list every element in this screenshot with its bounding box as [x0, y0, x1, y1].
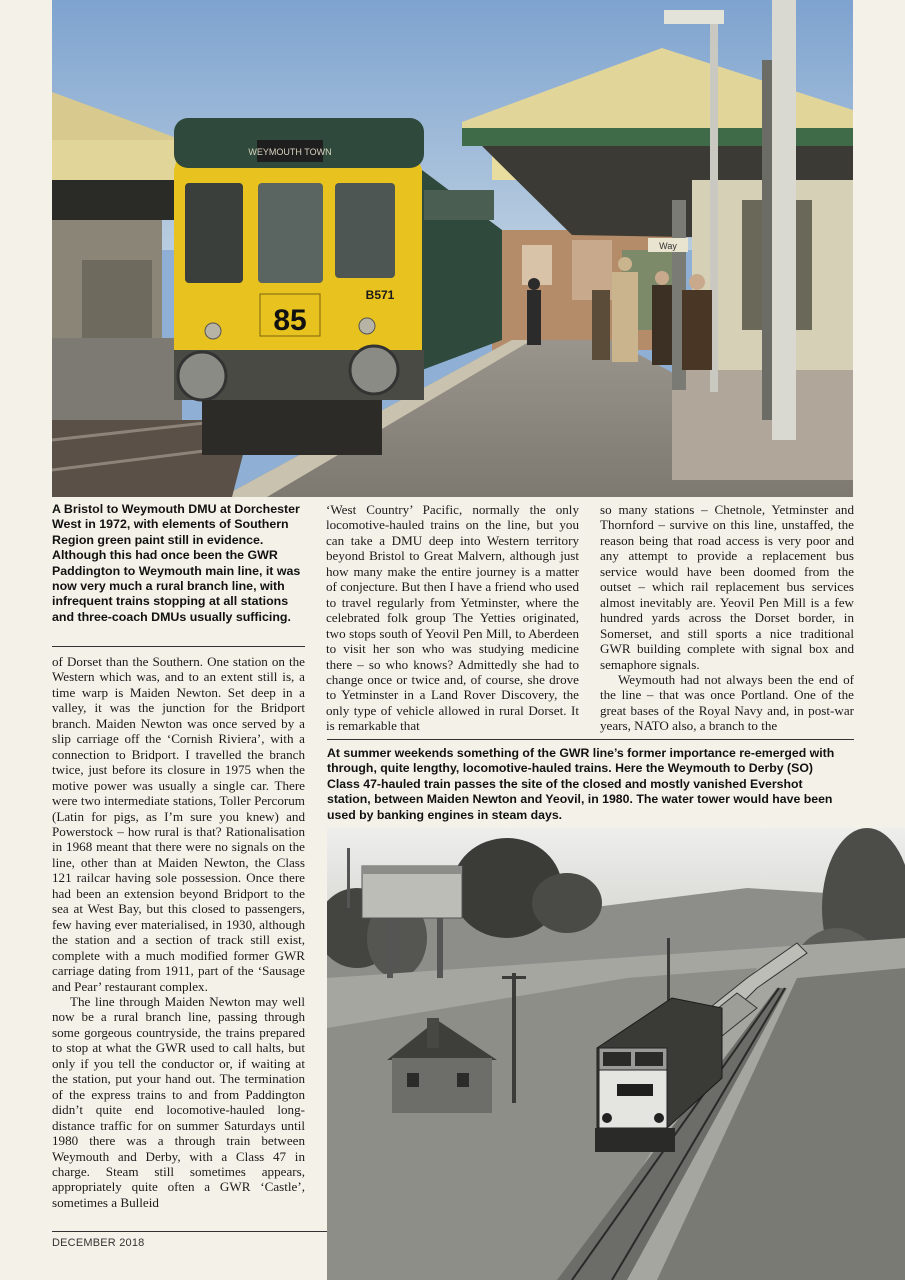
- class-47-photo-illustration: [327, 828, 905, 1280]
- column-1-paragraph-2: The line through Maiden Newton may well now be a rural branch line, passing through some gorgeous countryside, the trains prepared to stop at what the GWR used to call halts, but only if you tell the conductor or, if waiting at the station, put your hand out. The termination of the express trains to and from Paddington didn’t quite end locomotive-hauled long-distance traffic for on summer Saturdays until 1980 there was a through train between Weymouth and Derby, with a Class 47 in charge. Steam still sometimes appears, appropriately quite often a GWR ‘Castle’, sometimes a Bulleid: [52, 993, 305, 1210]
- photo-class-47-evershot: [327, 828, 905, 1280]
- station-sign-text: Way: [659, 241, 677, 251]
- article-column-2: [326, 502, 579, 734]
- photo-dmu-dorchester-west: [52, 0, 853, 497]
- article-column-1: [52, 654, 305, 1210]
- column-2-paragraph-1: ‘West Country’ Pacific, normally the only locomotive-hauled trains on the line, but you can take a DMU deep into Western territory beyond Bristol to Great Malvern, although just how many make the entire journey is a matter of conjecture. But then I have a friend who used to travel regularly from Yetminster, where the celebrated folk group The Yetties originated, two stops south of Yeovil Pen Mill, to Aberdeen to visit her son who was studying medicine there – so who knows? Admittedly she had to change once or twice and, of course, she drove to Yetminster in a Land Rover Discovery, the only type of vehicle allowed in rural Dorset. It is remarkable that: [326, 502, 579, 734]
- dmu-photo-illustration: [52, 0, 853, 497]
- column-3-paragraph-1: so many stations – Chetnole, Yetminster and Thornford – survive on this line, unstaffed, the reason being that road access is very poor and any attempt to provide a replacement bus service would have been doomed from the outset – which rail replacement bus services almost inevitably are. Yeovil Pen Mill is a few hundred yards across the Dorset border, in Somerset, and still sports a nice traditional GWR building complete with signal box and semaphore signals.: [600, 502, 854, 672]
- destination-blind-text: WEYMOUTH TOWN: [248, 147, 332, 157]
- column-1-paragraph-1: of Dorset than the Southern. One station on the Western which was, and to an extent still is, a time warp is Maiden Newton. Set deep in a valley, it was the junction for the Bridport branch. Maiden Newton was once served by a slip carriage off the ‘Cornish Riviera’, with a connection to Bridport. I travelled the branch twice, just before its closure in 1975 when the motive power was usually a single car. There were two intermediate stations, Toller Percorum (Latin for pigs, as I’m sure you knew) and Powerstock – how rural is that? Rationalisation in 1968 meant that there were no signals on the line, other than at Maiden Newton, the Class 121 railcar having sole possession. Once there had been an extension beyond Bridport to the sea at West Bay, but this closed to passengers, few having ever materialised, in 1930, although the station and a section of track still exist, complete with a much modified former GWR carriage dating from 1911, part of the ‘Sausage and Pear’ restaurant complex.: [52, 654, 305, 994]
- caption-bottom-photo: At summer weekends something of the GWR line’s former importance re-emerged with through, quite lengthy, locomotive-hauled trains. Here the Weymouth to Derby (SO) Class 47-hauled train passes the site of the closed and mostly vanished Evershot station, between Maiden Newton and Yeovil, in 1980. The water tower would have been used by banking engines in steam days.: [327, 746, 835, 822]
- caption-rule-top: [52, 646, 305, 647]
- headcode-panel: 85: [273, 304, 307, 337]
- article-column-3: [600, 502, 854, 734]
- unit-number: B571: [365, 288, 395, 302]
- column-3-paragraph-2: Weymouth had not always been the end of the line – that was once Portland. One of the great bases of the Royal Navy and, in post-war years, NATO also, a branch to the: [600, 671, 854, 734]
- page-footer-issue-date: DECEMBER 2018: [52, 1237, 145, 1249]
- footer-rule: [52, 1231, 327, 1232]
- caption-top-photo: A Bristol to Weymouth DMU at Dorchester West in 1972, with elements of Southern Region green paint still in evidence. Although this had once been the GWR Paddington to Weymouth main line, it was now very much a rural branch line, with infrequent trains stopping at all stations and three-coach DMUs usually sufficing.: [52, 502, 301, 624]
- caption-rule-bottom: [327, 739, 854, 740]
